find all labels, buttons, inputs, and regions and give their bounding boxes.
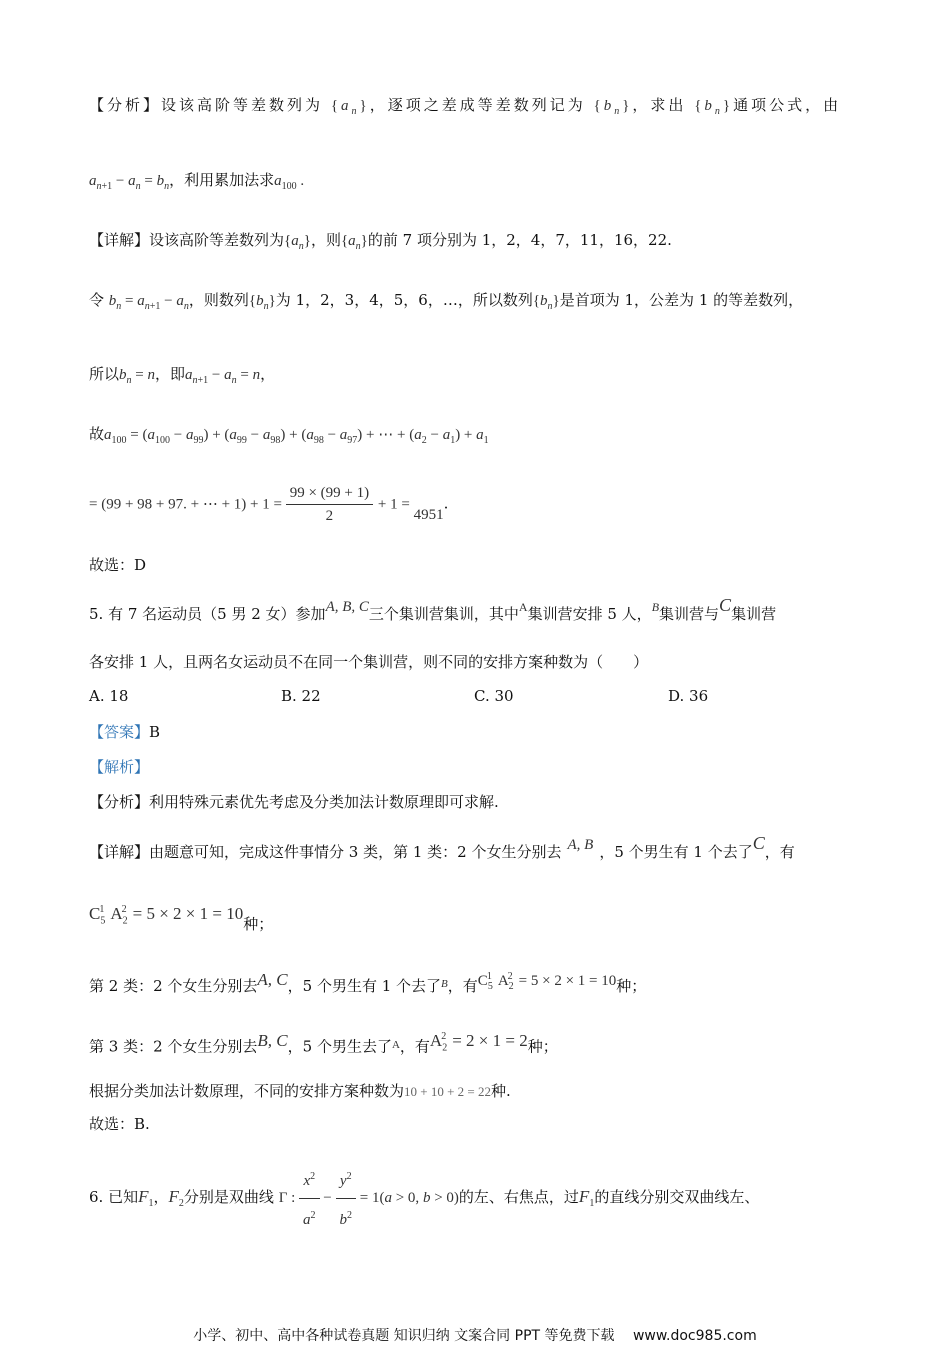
q4-result: 4951 bbox=[413, 506, 444, 523]
q5-answer-line bbox=[89, 722, 160, 742]
q4-so-line: 所以$b_n = n$，即$a_{n+1} - a_n = n$， bbox=[89, 365, 276, 386]
q5-detail-line: 【详解】由题意可知，完成这件事情分 3 类，第 1 类：2 个女生分别去 A, B ，5 个男生有 1 个去了C，有 bbox=[89, 833, 795, 861]
q5-jiexi-tag: 【解析】 bbox=[89, 758, 150, 776]
a100-formula: $a_{100}$ . bbox=[274, 173, 305, 192]
q4-analysis-line1: 【分析】设该高阶等差数列为 $\{a_n\}$，逐项之差成等差数列记为 $\{b_n\}$，求出 $\{b_n\}$通项公式，由 bbox=[89, 96, 842, 117]
q5-principle-line: 根据分类加法计数原理，不同的安排方案种数为10 + 10 + 2 = 22种. bbox=[89, 1082, 511, 1100]
page-footer: 小学、初中、高中各种试卷真题 知识归纳 文案合同 PPT 等免费下载 www.doc985.com bbox=[193, 1328, 757, 1344]
q4-let-line: 令 $b_n = a_{n+1} - a_n$，则数列$\{b_n\}$为 1，2，3，4，5，6，…，所以数列$\{b_n\}$是首项为 1，公差为 1 的等差数列， bbox=[89, 291, 804, 312]
q5-conclusion: 故选：B. bbox=[89, 1115, 150, 1133]
q5-case2-line: 第 2 类：2 个女生分别去A, C，5 个男生有 1 个去了$^B$，有$C_5^1$ $A_2^2 = 5 \times 2 \times 1 = 10$种； bbox=[89, 970, 647, 995]
q5-option-c: C. 30 bbox=[474, 687, 514, 705]
q5-case3-line: 第 3 类：2 个女生分别去B, C，5 个男生去了$^A$，有$A_2^2 = 2 \times 1 = 2$种； bbox=[89, 1030, 558, 1056]
q5-stem-line2: 各安排 1 人，且两名女运动员不在同一个集训营，则不同的安排方案种数为（ ） bbox=[89, 653, 649, 671]
seq-a-formula: $\{a_n\}$ bbox=[330, 98, 370, 117]
seq-b-formula: $\{b_n\}$ bbox=[593, 98, 633, 117]
recurrence-formula: $a_{n+1} - a_n = b_n$ bbox=[89, 173, 170, 192]
q5-option-d: D. 36 bbox=[668, 687, 709, 705]
q4-sum-line: 故$a_{100} = (a_{100} - a_{99}) + (a_{99} - a_{98}) + (a_{98} - a_{97})$ + ⋯ + $(a_2 - a_1) + a_1$ bbox=[89, 425, 489, 446]
seq-b-formula-2: $\{b_n\}$ bbox=[694, 98, 734, 117]
q5-option-a: A. 18 bbox=[89, 687, 129, 705]
q4-conclusion: 故选：D bbox=[89, 556, 147, 574]
q5-option-b: B. 22 bbox=[281, 687, 321, 705]
q5-stem-line1: 5. 有 7 名运动员（5 男 2 女）参加A, B, C三个集训营集训，其中$^A$集训营安排 5 人，$^B$集训营与C集训营 bbox=[89, 595, 777, 623]
analysis-tag: 【分析】 bbox=[89, 96, 162, 114]
q4-result-line: = (99 + 98 + 97. + ⋯ + 1) + 1 = $\frac{99 \times (99 + 1)}{2}$ + 1 = 4951. bbox=[89, 482, 448, 527]
q5-analysis: 【分析】利用特殊元素优先考虑及分类加法计数原理即可求解. bbox=[89, 793, 499, 811]
q5-case1-formula: $C_5^1$ $A_2^2 = 5 \times 2 \times 1 = 10$种； bbox=[89, 903, 274, 933]
answer-value: B bbox=[149, 723, 161, 741]
q6-stem-line: 6. 已知$F_1$，$F_2$分别是双曲线 Γ : $\frac{x^2}{a^2}$ − $\frac{y^2}{b^2}$ = 1(a > 0, b > 0)的左、右焦点，过$F_1$的直线分别交双曲线左、 bbox=[89, 1160, 759, 1237]
q4-detail-line: 【详解】设该高阶等差数列为$\{a_n\}$，则$\{a_n\}$的前 7 项分别为 1，2，4，7，11，16，22. bbox=[89, 231, 672, 252]
answer-tag: 【答案】 bbox=[89, 723, 150, 741]
q4-analysis-line2: $a_{n+1} - a_n = b_n$，利用累加法求$a_{100}$ . bbox=[89, 171, 305, 192]
hyperbola-formula: Γ : $\frac{x^2}{a^2}$ − $\frac{y^2}{b^2}$ = 1(a > 0, b > 0) bbox=[279, 1190, 459, 1206]
sum-fraction: $\frac{99 \times (99 + 1)}{2}$ bbox=[286, 482, 373, 527]
